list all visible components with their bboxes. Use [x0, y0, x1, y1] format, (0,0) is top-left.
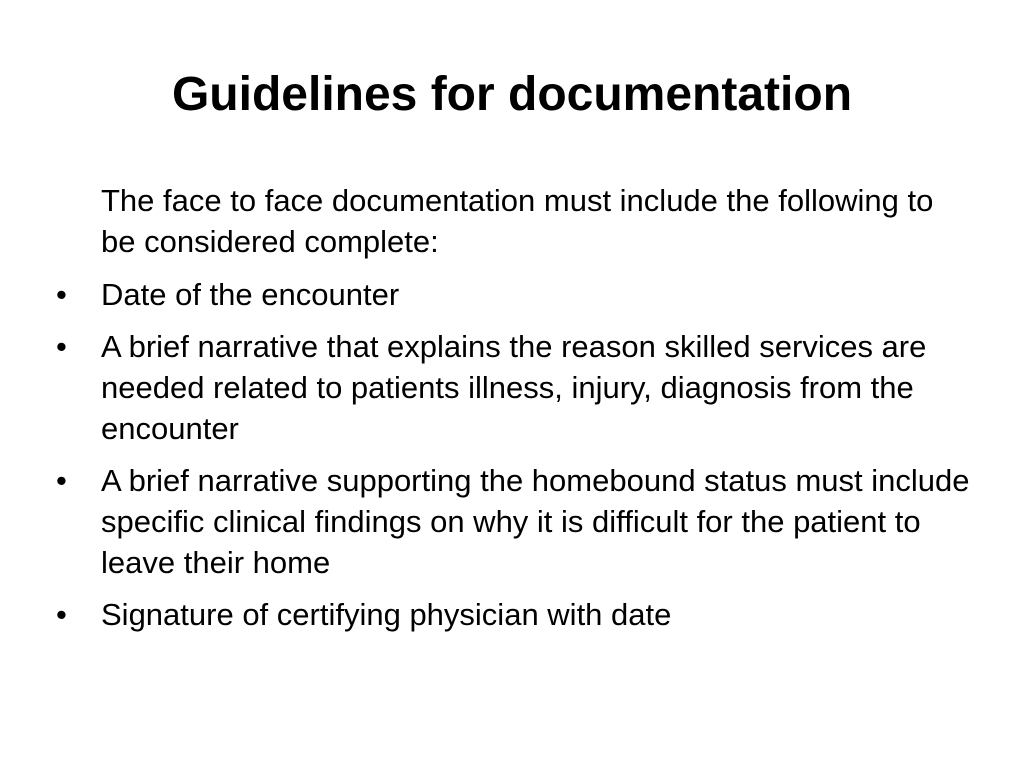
list-item-text: Signature of certifying physician with date — [101, 597, 672, 632]
list-item-text: Date of the encounter — [101, 277, 400, 312]
intro-paragraph: The face to face documentation must include the following to be considered complete: — [101, 183, 934, 259]
bullet-list — [56, 274, 976, 635]
bullet-icon: • — [56, 463, 67, 498]
list-item — [56, 326, 976, 449]
list-item-text: A brief narrative supporting the homebound status must include specific clinical findings on why it is difficult for the patient to leave their home — [101, 463, 970, 580]
list-item — [56, 594, 976, 635]
slide-title: Guidelines for documentation — [171, 68, 853, 121]
list-item-text: A brief narrative that explains the reason skilled services are needed related to patients illness, injury, diagnosis from the encounter — [101, 329, 927, 446]
list-item — [56, 460, 976, 583]
slide-body — [56, 180, 976, 646]
bullet-icon: • — [56, 277, 67, 312]
bullet-icon: • — [56, 597, 67, 632]
list-item — [56, 274, 976, 315]
bullet-icon: • — [56, 329, 67, 364]
